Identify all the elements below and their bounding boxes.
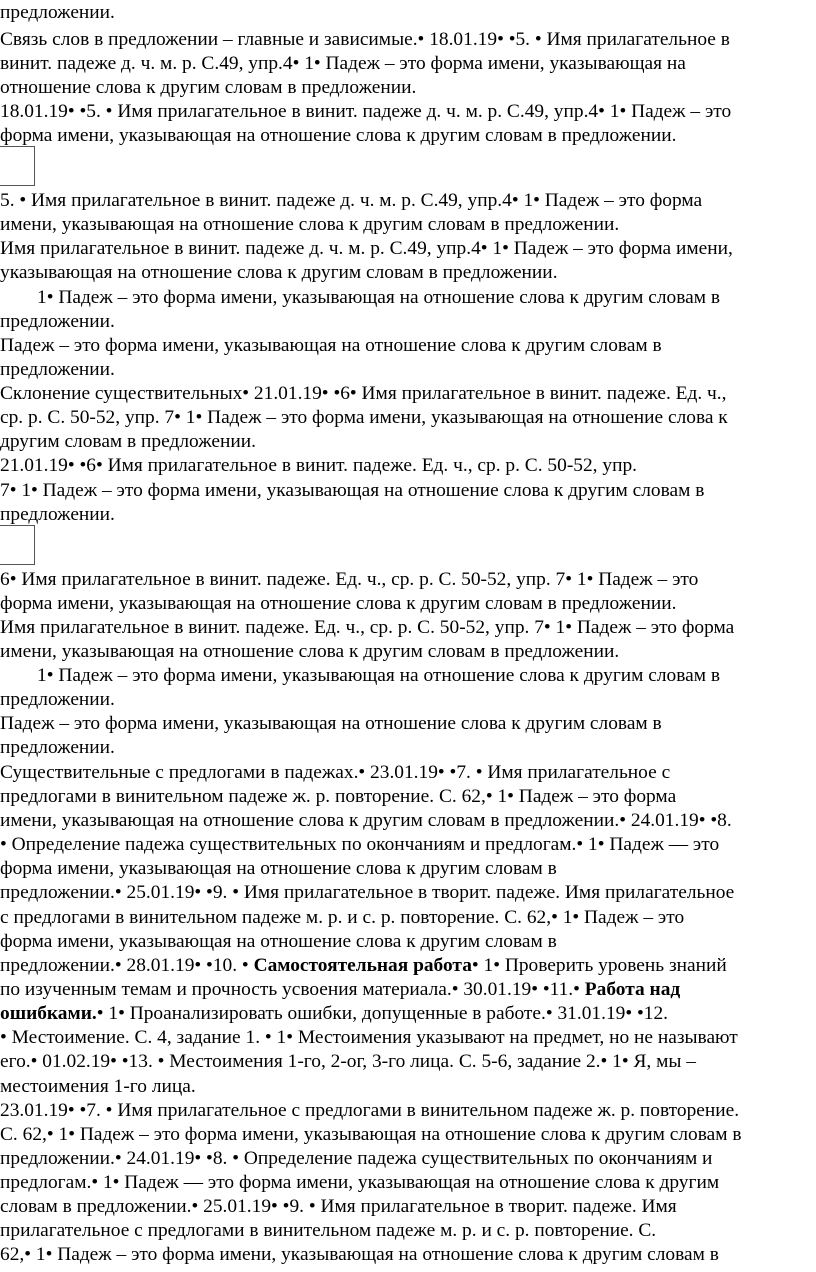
text-line: предложении.• 25.01.19• •9. • Имя прилагательное в творит. падеже. Имя прилагательное (0, 882, 735, 903)
text-line: имени, указывающая на отношение слова к другим словам в предложении. (0, 641, 620, 662)
text-line: ср. р. С. 50-52, упр. 7• 1• Падеж – это форма имени, указывающая на отношение слова к (0, 407, 728, 428)
text-line: Падеж – это форма имени, указывающая на отношение слова к другим словам в (0, 335, 662, 356)
text-line: его.• 01.02.19• •13. • Местоимения 1-го, 2-ог, 3-го лица. С. 5-6, задание 2.• 1• Я, мы – (0, 1051, 696, 1072)
text-line: местоимения 1-го лица. (0, 1076, 196, 1097)
text-line: предлогам.• 1• Падеж — это форма имени, указывающая на отношение слова к другим (0, 1172, 720, 1193)
text-line: предложении. (0, 359, 115, 380)
text-line (0, 954, 727, 978)
text-line: • Определение падежа существительных по окончаниям и предлогам.• 1• Падеж — это (0, 834, 720, 855)
text-line: прилагательное с предлогами в винительном падеже м. р. и с. р. повторение. С. (0, 1220, 657, 1241)
text-line: Склонение существительных• 21.01.19• •6• Имя прилагательное в винит. падеже. Ед. ч., (0, 383, 727, 404)
bold-text: ошибками. (0, 1003, 97, 1024)
text-line: 7• 1• Падеж – это форма имени, указывающая на отношение слова к другим словам в (0, 480, 705, 501)
text-line: имени, указывающая на отношение слова к другим словам в предложении. (0, 214, 620, 235)
text-line: 6• Имя прилагательное в винит. падеже. Ед. ч., ср. р. С. 50-52, упр. 7• 1• Падеж – это (0, 569, 699, 590)
text-line: 1• Падеж – это форма имени, указывающая на отношение слова к другим словам в (37, 287, 721, 308)
empty-box (0, 525, 35, 565)
text-line (0, 978, 680, 1002)
text-line: 62,• 1• Падеж – это форма имени, указывающая на отношение слова к другим словам в (0, 1244, 719, 1265)
text-line: • Местоимение. С. 4, задание 1. • 1• Местоимения указывают на предмет, но не называют (0, 1027, 738, 1048)
text-line: с предлогами в винительном падеже м. р. и с. р. повторение. С. 62,• 1• Падеж – это (0, 907, 685, 928)
text-line: С. 62,• 1• Падеж – это форма имени, указывающая на отношение слова к другим словам в (0, 1124, 742, 1145)
text-run: • 1• Проанализировать ошибки, допущенные в работе.• 31.01.19• •12. (96, 1003, 668, 1024)
text-run: • 1• Проверить уровень знаний (471, 955, 727, 976)
text-line: Связь слов в предложении – главные и зависимые.• 18.01.19• •5. • Имя прилагательное в (0, 29, 730, 50)
text-line: Имя прилагательное в винит. падеже д. ч. м. р. С.49, упр.4• 1• Падеж – это форма имени, (0, 238, 733, 259)
text-line: другим словам в предложении. (0, 431, 256, 452)
text-line: предложении.• 24.01.19• •8. • Определение падежа существительных по окончаниям и (0, 1148, 713, 1169)
text-line: 21.01.19• •6• Имя прилагательное в винит. падеже. Ед. ч., ср. р. С. 50-52, упр. (0, 455, 637, 476)
text-line: предложении. (0, 737, 115, 758)
text-line: 5. • Имя прилагательное в винит. падеже д. ч. м. р. С.49, упр.4• 1• Падеж – это форма (0, 190, 703, 211)
text-line: форма имени, указывающая на отношение слова к другим словам в (0, 858, 557, 879)
text-line: предлогами в винительном падеже ж. р. повторение. С. 62,• 1• Падеж – это форма (0, 786, 677, 807)
text-line: 23.01.19• •7. • Имя прилагательное с предлогами в винительном падеже ж. р. повторение. (0, 1100, 740, 1121)
text-line: винит. падеже д. ч. м. р. С.49, упр.4• 1• Падеж – это форма имени, указывающая на (0, 53, 686, 74)
empty-box (0, 146, 35, 186)
text-line: 1• Падеж – это форма имени, указывающая на отношение слова к другим словам в (37, 665, 721, 686)
text-line: предложении. (0, 689, 115, 710)
text-line: Имя прилагательное в винит. падеже. Ед. ч., ср. р. С. 50-52, упр. 7• 1• Падеж – это форма (0, 617, 735, 638)
text-line: форма имени, указывающая на отношение слова к другим словам в предложении. (0, 593, 677, 614)
text-line: указывающая на отношение слова к другим словам в предложении. (0, 262, 558, 283)
text-line: Падеж – это форма имени, указывающая на отношение слова к другим словам в (0, 713, 662, 734)
text-line: предложении. (0, 504, 115, 525)
text-line: отношение слова к другим словам в предложении. (0, 77, 417, 98)
bold-text: Самостоятельная работа (253, 955, 472, 976)
text-line: предложении. (0, 311, 115, 332)
text-line: форма имени, указывающая на отношение слова к другим словам в (0, 931, 557, 952)
text-line: словам в предложении.• 25.01.19• •9. • Имя прилагательное в творит. падеже. Имя (0, 1196, 677, 1217)
text-run: предложении.• 28.01.19• •10. • (0, 955, 254, 976)
bold-text: Работа над (584, 979, 681, 1000)
text-line: имени, указывающая на отношение слова к другим словам в предложении.• 24.01.19• •8. (0, 810, 732, 831)
text-line: форма имени, указывающая на отношение слова к другим словам в предложении. (0, 125, 677, 146)
text-line: Существительные с предлогами в падежах.• 23.01.19• •7. • Имя прилагательное с (0, 762, 671, 783)
text-line: 18.01.19• •5. • Имя прилагательное в винит. падеже д. ч. м. р. С.49, упр.4• 1• Падеж – это (0, 101, 732, 122)
text-run: по изученным темам и прочность усвоения материала.• 30.01.19• •11.• (0, 979, 585, 1000)
text-line: предложении. (0, 2, 115, 23)
text-line (0, 1002, 668, 1026)
